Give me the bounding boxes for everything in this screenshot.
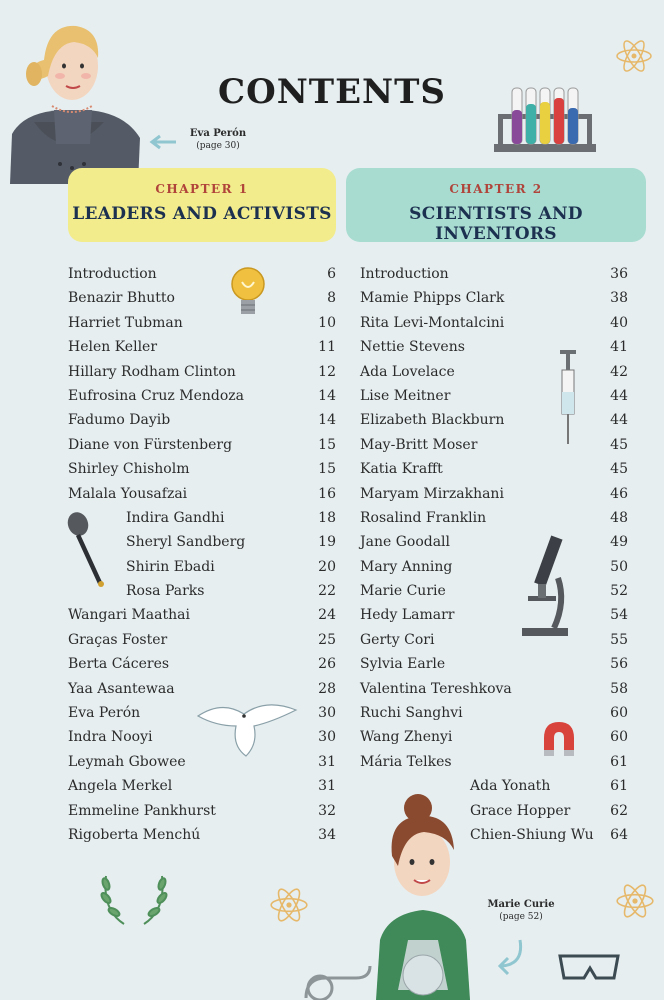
toc-entry[interactable] [360, 457, 628, 481]
marie-curie-caption: Marie Curie (page 52) [487, 899, 555, 922]
entry-page: 30 [318, 729, 336, 746]
entry-name: Yaa Asantewaa [68, 680, 175, 697]
entry-page: 8 [327, 290, 336, 307]
chapter-1-title: LEADERS AND ACTIVISTS [72, 204, 332, 224]
entry-page: 31 [318, 753, 336, 770]
entry-page: 14 [318, 412, 336, 429]
entry-page: 55 [610, 631, 628, 648]
entry-page: 34 [318, 826, 336, 843]
entry-page: 16 [318, 485, 336, 502]
entry-name: Malala Yousafzai [68, 485, 188, 502]
entry-name: Introduction [360, 266, 449, 282]
toc-entry[interactable] [68, 384, 336, 408]
toc-entry[interactable] [360, 628, 628, 652]
entry-name: Wangari Maathai [68, 607, 190, 624]
toc-entry[interactable] [68, 603, 336, 627]
entry-name: Maryam Mirzakhani [360, 485, 504, 502]
entry-name: Elizabeth Blackburn [360, 412, 505, 429]
entry-page: 52 [610, 583, 628, 600]
microscope-icon [516, 532, 576, 642]
entry-name: Mamie Phipps Clark [360, 290, 505, 307]
entry-name: Indira Gandhi [126, 509, 225, 526]
page-title: CONTENTS [218, 72, 446, 112]
entry-name: Berta Cáceres [68, 656, 170, 673]
laurel-wreath-icon [94, 866, 174, 928]
entry-name: Hillary Rodham Clinton [68, 363, 236, 380]
toc-entry[interactable] [360, 384, 628, 408]
chapter-2-title: SCIENTISTS AND INVENTORS [409, 204, 583, 244]
toc-entry[interactable] [68, 799, 336, 823]
entry-page: 15 [318, 436, 336, 453]
entry-name: Wang Zhenyi [360, 729, 453, 746]
entry-page: 42 [610, 363, 628, 380]
toc-entry[interactable] [68, 433, 336, 457]
entry-page: 44 [610, 387, 628, 404]
entry-page: 24 [318, 607, 336, 624]
toc-entry[interactable] [68, 335, 336, 359]
toc-entry[interactable] [68, 311, 336, 335]
toc-entry[interactable] [360, 677, 628, 701]
entry-name: Valentina Tereshkova [360, 680, 512, 697]
toc-entry[interactable] [360, 433, 628, 457]
toc-entry[interactable] [360, 311, 628, 335]
light-bulb-icon [228, 264, 268, 324]
toc-entry[interactable] [68, 652, 336, 676]
toc-entry[interactable] [68, 628, 336, 652]
entry-name: Ruchi Sanghvi [360, 705, 463, 722]
toc-entry[interactable] [360, 408, 628, 432]
toc-entry[interactable] [68, 482, 336, 506]
entry-page: 45 [610, 461, 628, 478]
entry-name: Jane Goodall [360, 534, 451, 551]
entry-page: 10 [318, 314, 336, 331]
entry-page: 36 [610, 266, 628, 282]
arrow-icon [148, 134, 178, 150]
chapter-2-label: CHAPTER 2 [449, 182, 543, 196]
entry-name: Helen Keller [68, 339, 158, 356]
toc-entry[interactable] [360, 262, 628, 286]
toc-entry[interactable] [68, 360, 336, 384]
toc-entry[interactable] [360, 530, 628, 554]
entry-page: 56 [610, 656, 628, 673]
entry-page: 25 [318, 631, 336, 648]
entry-page: 15 [318, 461, 336, 478]
toc-entry[interactable] [68, 774, 336, 798]
entry-page: 60 [610, 705, 628, 722]
entry-page: 28 [318, 680, 336, 697]
entry-name: Introduction [68, 266, 157, 282]
entry-page: 26 [318, 656, 336, 673]
entry-name: Shirin Ebadi [126, 558, 215, 575]
entry-name: Eufrosina Cruz Mendoza [68, 387, 245, 404]
toc-entry[interactable] [360, 701, 628, 725]
toc-entry[interactable] [68, 262, 336, 286]
entry-name: Mary Anning [360, 558, 453, 575]
eva-peron-caption: Eva Perón (page 30) [189, 128, 247, 151]
entry-name: Angela Merkel [68, 778, 173, 795]
chapter-2-list [360, 262, 628, 847]
syringe-icon [556, 350, 580, 446]
microphone-icon [66, 510, 110, 588]
entry-page: 32 [318, 802, 336, 819]
entry-page: 12 [318, 363, 336, 380]
marie-curie-illustration [368, 790, 478, 1000]
entry-page: 49 [610, 534, 628, 551]
entry-page: 46 [610, 485, 628, 502]
entry-page: 19 [318, 534, 336, 551]
toc-entry[interactable] [360, 506, 628, 530]
entry-page: 45 [610, 436, 628, 453]
entry-name: Hedy Lamarr [360, 607, 455, 624]
entry-name: Gerty Cori [360, 631, 435, 648]
toc-entry[interactable] [68, 457, 336, 481]
entry-name: Katia Krafft [360, 461, 443, 478]
chapter-1-header [68, 168, 336, 242]
entry-page: 60 [610, 729, 628, 746]
entry-page: 61 [610, 753, 628, 770]
entry-name: Fadumo Dayib [68, 412, 171, 429]
entry-page: 50 [610, 558, 628, 575]
entry-page: 62 [610, 802, 628, 819]
entry-name: Mária Telkes [360, 753, 452, 770]
entry-name: Lise Meitner [360, 387, 451, 404]
entry-page: 31 [318, 778, 336, 795]
entry-page: 6 [327, 266, 336, 282]
entry-name: Grace Hopper [470, 802, 571, 819]
entry-name: Rita Levi-Montalcini [360, 314, 505, 331]
entry-page: 14 [318, 387, 336, 404]
chapter-2-header [346, 168, 646, 242]
dove-icon [192, 696, 300, 762]
toc-entry[interactable] [68, 823, 336, 847]
entry-page: 11 [318, 339, 336, 356]
toc-entry[interactable] [68, 408, 336, 432]
toc-entry[interactable] [360, 335, 628, 359]
entry-name: Eva Perón [68, 705, 141, 722]
entry-name: Shirley Chisholm [68, 461, 190, 478]
atom-icon [614, 880, 656, 922]
entry-name: Ada Lovelace [360, 363, 455, 380]
toc-entry[interactable] [360, 360, 628, 384]
entry-page: 40 [610, 314, 628, 331]
entry-name: Emmeline Pankhurst [68, 802, 216, 819]
entry-page: 48 [610, 509, 628, 526]
entry-name: Sylvia Earle [360, 656, 446, 673]
entry-page: 30 [318, 705, 336, 722]
goggles-icon [556, 948, 622, 982]
atom-icon [268, 884, 310, 926]
entry-name: Leymah Gbowee [68, 753, 186, 770]
entry-page: 18 [318, 509, 336, 526]
entry-name: Rosalind Franklin [360, 509, 487, 526]
entry-name: Graças Foster [68, 631, 168, 648]
test-tubes-illustration [492, 84, 598, 160]
entry-name: Harriet Tubman [68, 314, 183, 331]
entry-page: 64 [610, 826, 628, 843]
toc-entry[interactable] [360, 603, 628, 627]
toc-entry[interactable] [360, 555, 628, 579]
entry-name: May-Britt Moser [360, 436, 478, 453]
toc-entry[interactable] [360, 652, 628, 676]
entry-name: Nettie Stevens [360, 339, 465, 356]
entry-name: Ada Yonath [470, 778, 551, 795]
entry-page: 20 [318, 558, 336, 575]
entry-page: 38 [610, 290, 628, 307]
arrow-icon [490, 936, 530, 976]
entry-name: Benazir Bhutto [68, 290, 175, 307]
entry-page: 61 [610, 778, 628, 795]
toc-entry[interactable] [360, 286, 628, 310]
chapter-1-label: CHAPTER 1 [155, 182, 249, 196]
entry-page: 44 [610, 412, 628, 429]
toc-entry[interactable] [360, 579, 628, 603]
atom-icon [614, 36, 654, 76]
entry-name: Marie Curie [360, 583, 446, 600]
entry-page: 54 [610, 607, 628, 624]
magnet-icon [536, 716, 582, 762]
entry-name: Diane von Fürstenberg [68, 436, 233, 453]
entry-name: Chien-Shiung Wu [470, 826, 594, 843]
entry-name: Indra Nooyi [68, 729, 153, 746]
entry-page: 41 [610, 339, 628, 356]
entry-name: Sheryl Sandberg [126, 534, 246, 551]
entry-page: 22 [318, 583, 336, 600]
entry-name: Rigoberta Menchú [68, 826, 201, 843]
flask-apparatus-illustration [300, 958, 380, 1000]
toc-entry[interactable] [360, 482, 628, 506]
toc-entry[interactable] [360, 750, 628, 774]
toc-entry[interactable] [68, 286, 336, 310]
entry-name: Rosa Parks [126, 583, 205, 600]
entry-page: 58 [610, 680, 628, 697]
toc-entry[interactable] [360, 725, 628, 749]
